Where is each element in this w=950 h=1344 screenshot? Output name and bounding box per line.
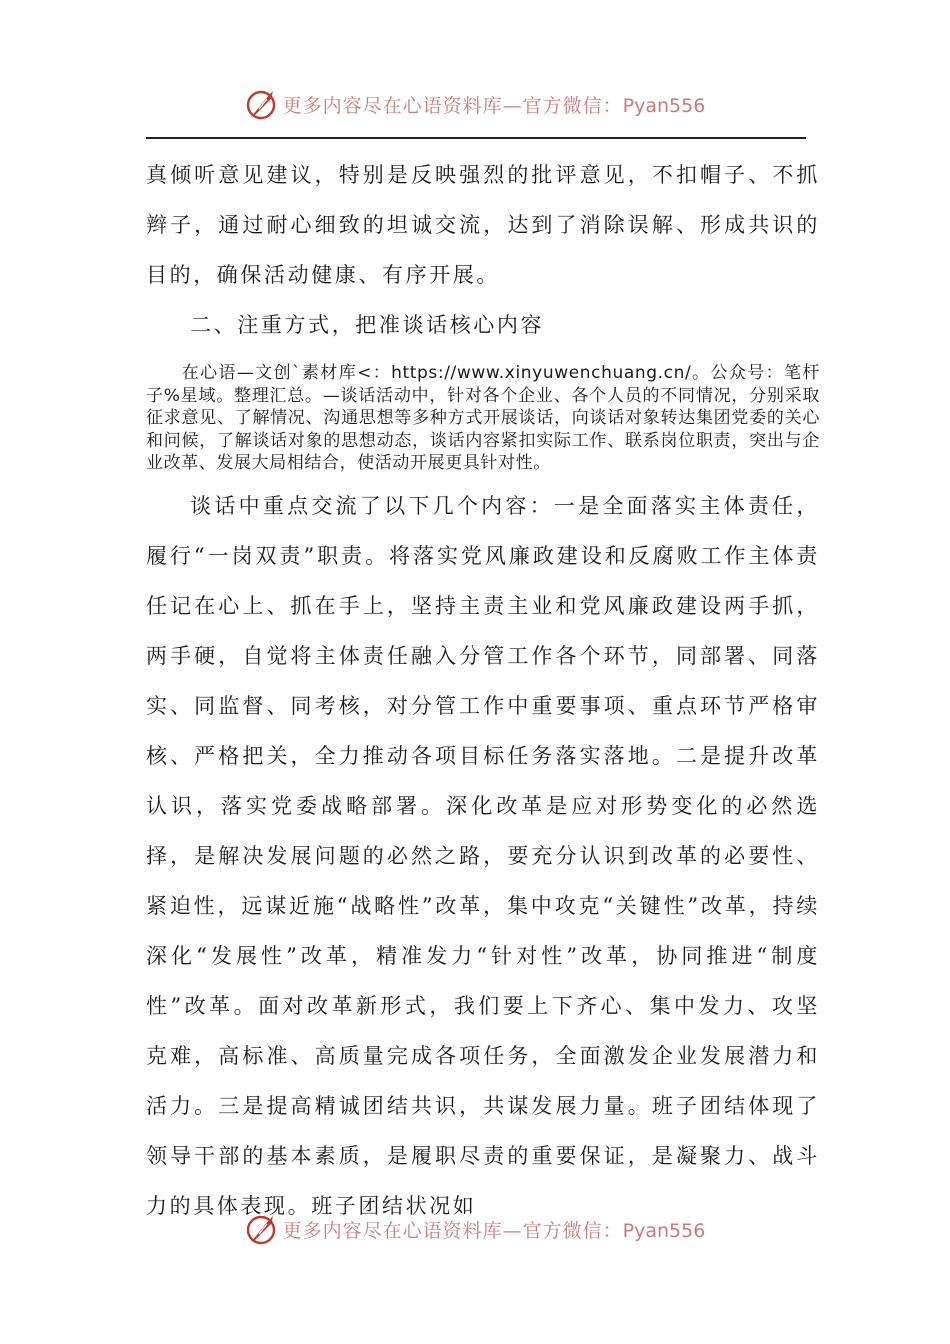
header-divider — [146, 137, 806, 139]
section-heading-2: 二、注重方式，把准谈话核心内容 — [190, 313, 545, 337]
paragraph-continued: 真倾听意见建议，特别是反映强烈的批评意见，不扣帽子、不抓辫子，通过耐心细致的坦诚交流，达到了消除误解、形成共识的目的，确保活动健康、有序开展。 — [146, 163, 820, 287]
footer-banner-cn: 更多内容尽在心语资料库—官方微信： — [282, 1219, 623, 1242]
quill-logo-icon — [245, 87, 279, 121]
document-body — [146, 150, 820, 1231]
header-banner-text — [283, 91, 706, 118]
header-banner-wechat-id: Pyan556 — [622, 94, 706, 117]
footer-banner-wechat-id: Pyan556 — [622, 1219, 706, 1242]
quill-logo-icon — [245, 1212, 279, 1246]
inserted-notice-paragraph: 在心语—文创`素材库<：https://www.xinyuwenchuang.cn/。公众号：笔杆子%星域。整理汇总。—谈话活动中，针对各个企业、各个人员的不同情况，分别采取征求意见、了解情况、沟通思想等多种方式开展谈话，向谈话对象转达集团党委的关心和问候，了解谈话对象的思想动态，谈话内容紧扣实际工作、联系岗位职责，突出与企业改革、发展大局相结合，使活动开展更具针对性。 — [146, 363, 820, 473]
header-banner-cn: 更多内容尽在心语资料库—官方微信： — [282, 94, 623, 117]
footer-banner — [0, 1209, 950, 1249]
header-banner — [0, 84, 950, 124]
footer-banner-text — [283, 1216, 706, 1243]
paragraph-talk-content: 谈话中重点交流了以下几个内容：一是全面落实主体责任，履行“一岗双责”职责。将落实党风廉政建设和反腐败工作主体责任记在心上、抓在手上，坚持主责主业和党风廉政建设两手抓，两手硬，自觉将主体责任融入分管工作各个环节，同部署、同落实、同监督、同考核，对分管工作中重要事项、重点环节严格审核、严格把关，全力推动各项目标任务落实落地。二是提升改革认识，落实党委战略部署。深化改革是应对形势变化的必然选择，是解决发展问题的必然之路，要充分认识到改革的必要性、紧迫性，远谋近施“战略性”改革，集中攻克“关键性”改革，持续深化“发展性”改革，精准发力“针对性”改革，协同推进“制度性”改革。面对改革新形式，我们要上下齐心、集中发力、攻坚克难，高标准、高质量完成各项任务，全面激发企业发展潜力和活力。三是提高精诚团结共识，共谋发展力量。班子团结体现了领导干部的基本素质，是履职尽责的重要保证，是凝聚力、战斗力的具体表现。班子团结状况如 — [146, 493, 820, 1218]
